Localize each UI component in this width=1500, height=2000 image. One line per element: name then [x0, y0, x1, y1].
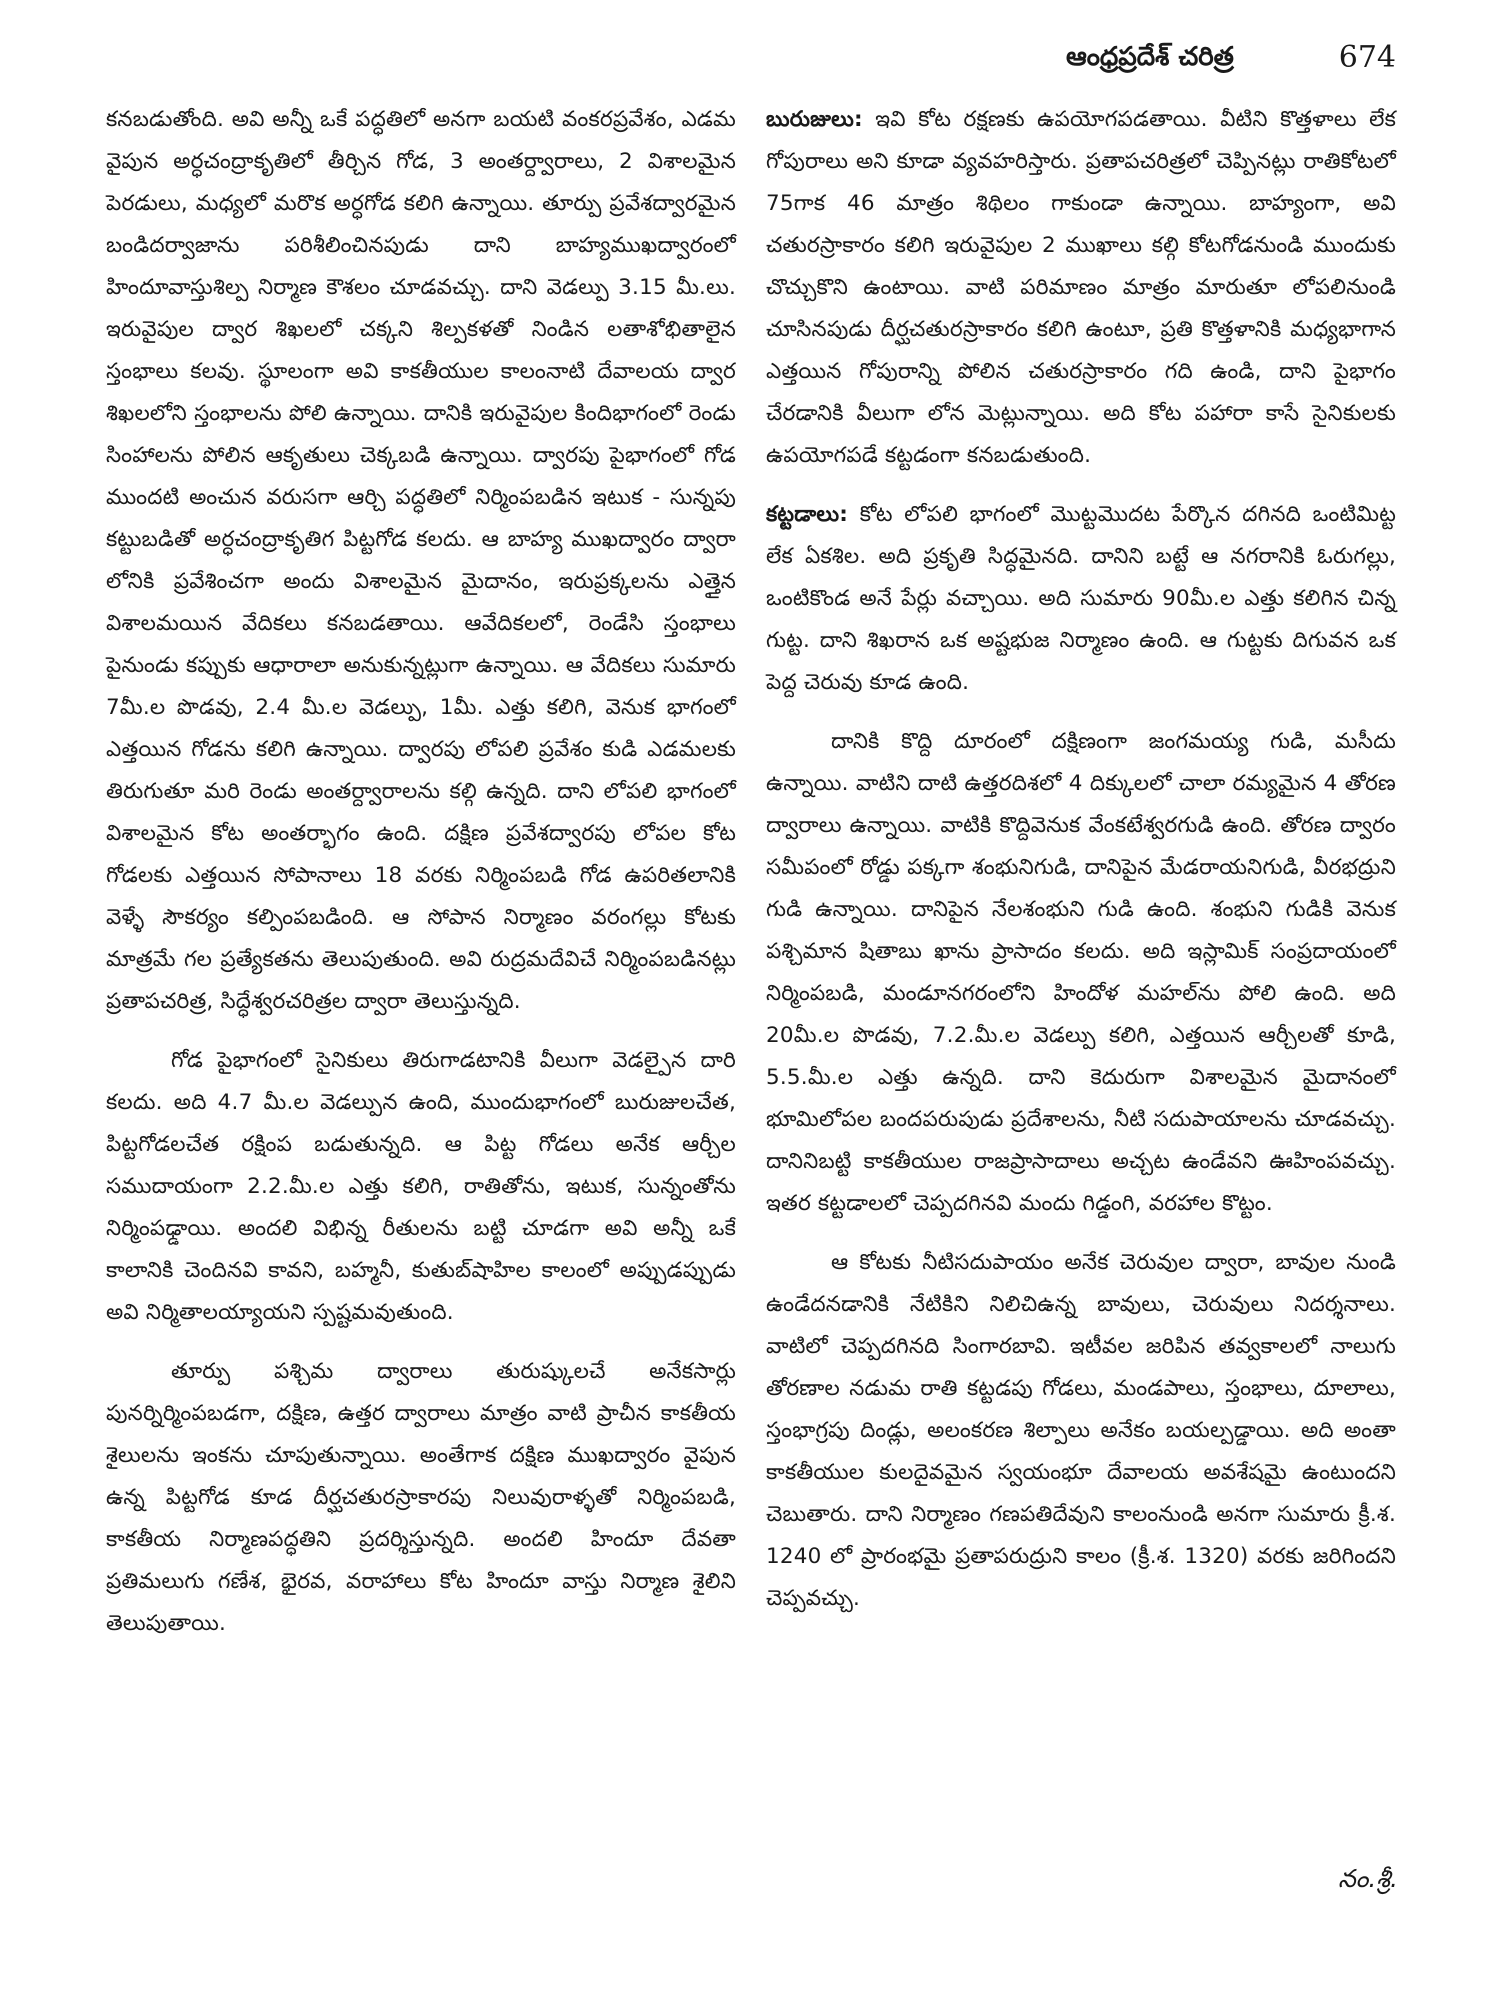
- right-column: [766, 99, 1396, 1637]
- running-title: ఆంధ్రప్రదేశ్ చరిత్ర: [1066, 42, 1234, 72]
- right-paragraph-2: [766, 494, 1396, 704]
- right-paragraph-3: దానికి కొద్ది దూరంలో దక్షిణంగా జంగమయ్య గుడి, మసీదు ఉన్నాయి. వాటిని దాటి ఉత్తరదిశలో 4 దిక్కులలో చాలా రమ్యమైన 4 తోరణ ద్వారాలు ఉన్నాయి. వాటికి కొద్దివెనుక వేంకటేశ్వరగుడి ఉంది. తోరణ ద్వారం సమీపంలో రోడ్డు పక్కగా శంభునిగుడి, దానిపైన మేడరాయనిగుడి, వీరభద్రుని గుడి ఉన్నాయి. దానిపైన నేలశంభుని గుడి ఉంది. శంభుని గుడికి వెనుక పశ్చిమాన షితాబు ఖాను ప్రాసాదం కలదు. అది ఇస్లామిక్ సంప్రదాయంలో నిర్మింపబడి, మండూనగరంలోని హిందోళ మహల్‌ను పోలి ఉంది. అది 20మీ.ల పొడవు, 7.2.మీ.ల వెడల్పు కలిగి, ఎత్తయిన ఆర్చీలతో కూడి, 5.5.మీ.ల ఎత్తు ఉన్నది. దాని కెదురుగా విశాలమైన మైదానంలో భూమిలోపల బందపరుపుడు ప్రదేశాలను, నీటి సదుపాయాలను చూడవచ్చు. దానినిబట్టి కాకతీయుల రాజప్రాసాదాలు అచ్చట ఉండేవని ఊహింపవచ్చు. ఇతర కట్టడాలలో చెప్పదగినవి మందు గిడ్డంగి, వరహాల కొట్టం.: [766, 729, 1396, 1216]
- left-paragraph-1: కనబడుతోంది. అవి అన్నీ ఒకే పద్ధతిలో అనగా బయటి వంకరప్రవేశం, ఎడమ వైపున అర్ధచంద్రాకృతిలో తీర్చిన గోడ, 3 అంతర్ద్వారాలు, 2 విశాలమైన పెరడులు, మధ్యలో మరొక అర్ధగోడ కలిగి ఉన్నాయి. తూర్పు ప్రవేశద్వారమైన బండిదర్వాజాను పరిశీలించినపుడు దాని బాహ్యముఖద్వారంలో హిందూవాస్తుశిల్ప నిర్మాణ కౌశలం చూడవచ్చు. దాని వెడల్పు 3.15 మీ.లు. ఇరువైపుల ద్వార శిఖలలో చక్కని శిల్పకళతో నిండిన లతాశోభితాలైన స్తంభాలు కలవు. స్థూలంగా అవి కాకతీయుల కాలంనాటి దేవాలయ ద్వార శిఖలలోని స్తంభాలను పోలి ఉన్నాయి. దానికి ఇరువైపుల కిందిభాగంలో రెండు సింహాలను పోలిన ఆకృతులు చెక్కబడి ఉన్నాయి. ద్వారపు పైభాగంలో గోడ ముందటి అంచున వరుసగా ఆర్చి పద్ధతిలో నిర్మింపబడిన ఇటుక - సున్నపు కట్టుబడితో అర్ధచంద్రాకృతిగ పిట్టగోడ కలదు. ఆ బాహ్య ముఖద్వారం ద్వారా లోనికి ప్రవేశించగా అందు విశాలమైన మైదానం, ఇరుప్రక్కలను ఎత్తైన విశాలమయిన వేదికలు కనబడతాయి. ఆవేదికలలో, రెండేసి స్తంభాలు పైనుండు కప్పుకు ఆధారాలా అనుకున్నట్లుగా ఉన్నాయి. ఆ వేదికలు సుమారు 7మీ.ల పొడవు, 2.4 మీ.ల వెడల్పు, 1మీ. ఎత్తు కలిగి, వెనుక భాగంలో ఎత్తయిన గోడను కలిగి ఉన్నాయి. ద్వారపు లోపలి ప్రవేశం కుడి ఎడమలకు తిరుగుతూ మరి రెండు అంతర్ద్వారాలను కల్గి ఉన్నది. దాని లోపలి భాగంలో విశాలమైన కోట అంతర్భాగం ఉంది. దక్షిణ ప్రవేశద్వారపు లోపల కోట గోడలకు ఎత్తయిన సోపానాలు 18 వరకు నిర్మింపబడి గోడ ఉపరితలానికి వెళ్ళే సౌకర్యం కల్పింపబడింది. ఆ సోపాన నిర్మాణం వరంగల్లు కోటకు మాత్రమే గల ప్రత్యేకతను తెలుపుతుంది. అవి రుద్రమదేవిచే నిర్మింపబడినట్లు ప్రతాపచరిత్ర, సిద్ధేశ్వరచరిత్రల ద్వారా తెలుస్తున్నది.: [106, 107, 736, 1014]
- section-heading-bastions: బురుజులు:: [766, 107, 863, 132]
- author-signature: నం.శ్రీ.: [1338, 1864, 1398, 1893]
- right-paragraph-1: [766, 99, 1396, 477]
- right-paragraph-4: ఆ కోటకు నీటిసదుపాయం అనేక చెరువుల ద్వారా, బావుల నుండి ఉండేదనడానికి నేటికిని నిలిచిఉన్న బావులు, చెరువులు నిదర్శనాలు. వాటిలో చెప్పదగినది సింగారబావి. ఇటీవల జరిపిన తవ్వకాలలో నాలుగు తోరణాల నడుమ రాతి కట్టడపు గోడలు, మండపాలు, స్తంభాలు, దూలాలు, స్తంభాగ్రపు దిండ్లు, అలంకరణ శిల్పాలు అనేకం బయల్పడ్డాయి. అది అంతా కాకతీయుల కులదైవమైన స్వయంభూ దేవాలయ అవశేషమై ఉంటుందని చెబుతారు. దాని నిర్మాణం గణపతిదేవుని కాలంనుండి అనగా సుమారు క్రీ.శ. 1240 లో ప్రారంభమై ప్రతాపరుద్రుని కాలం (క్రీ.శ. 1320) వరకు జరిగిందని చెప్పవచ్చు.: [766, 1250, 1396, 1611]
- page-number: 674: [1338, 40, 1396, 75]
- paragraph-text: కోట లోపలి భాగంలో మొట్టమొదట పేర్కొన దగినది ఒంటిమిట్ట లేక ఏకశిల. అది ప్రకృతి సిద్ధమైనది. దానిని బట్టే ఆ నగరానికి ఓరుగల్లు, ఒంటికొండ అనే పేర్లు వచ్చాయి. అది సుమారు 90మీ.ల ఎత్తు కలిగిన చిన్న గుట్ట. దాని శిఖరాన ఒక అష్టభుజ నిర్మాణం ఉంది. ఆ గుట్టకు దిగువన ఒక పెద్ద చెరువు కూడ ఉంది.: [766, 502, 1396, 695]
- page-header: [1066, 40, 1396, 80]
- section-heading-structures: కట్టడాలు:: [766, 502, 849, 527]
- left-paragraph-2: గోడ పైభాగంలో సైనికులు తిరుగాడటానికి వీలుగా వెడల్పైన దారి కలదు. అది 4.7 మీ.ల వెడల్పున ఉంది, ముందుభాగంలో బురుజులచేత, పిట్టగోడలచేత రక్షింప బడుతున్నది. ఆ పిట్ట గోడలు అనేక ఆర్చీల సముదాయంగా 2.2.మీ.ల ఎత్తు కలిగి, రాతితోను, ఇటుక, సున్నంతోను నిర్మింపఢ్డాయి. అందలి విభిన్న రీతులను బట్టి చూడగా అవి అన్నీ ఒకే కాలానికి చెందినవి కావని, బహ్మనీ, కుతుబ్‌షాహిల కాలంలో అప్పుడప్పుడు అవి నిర్మితాలయ్యాయని స్పష్టమవుతుంది.: [106, 1048, 736, 1325]
- left-column: [106, 99, 736, 1662]
- left-paragraph-3: తూర్పు పశ్చిమ ద్వారాలు తురుష్కులచే అనేకసార్లు పునర్నిర్మింపబడగా, దక్షిణ, ఉత్తర ద్వారాలు మాత్రం వాటి ప్రాచీన కాకతీయ శైలులను ఇంకను చూపుతున్నాయి. అంతేగాక దక్షిణ ముఖద్వారం వైపున ఉన్న పిట్టగోడ కూడ దీర్ఘచతురస్రాకారపు నిలువురాళ్ళతో నిర్మింపబడి, కాకతీయ నిర్మాణపద్ధతిని ప్రదర్శిస్తున్నది. అందలి హిందూ దేవతా ప్రతిమలుగు గణేశ, భైరవ, వరాహాలు కోట హిందూ వాస్తు నిర్మాణ శైలిని తెలుపుతాయి.: [106, 1359, 736, 1636]
- paragraph-text: ఇవి కోట రక్షణకు ఉపయోగపడతాయి. వీటిని కొత్తళాలు లేక గోపురాలు అని కూడా వ్యవహరిస్తారు. ప్రతాపచరిత్రలో చెప్పినట్లు రాతికోటలో 75గాక 46 మాత్రం శిథిలం గాకుండా ఉన్నాయి. బాహ్యంగా, అవి చతురస్రాకారం కలిగి ఇరువైపుల 2 ముఖాలు కల్గి కోటగోడనుండి ముందుకు చొచ్చుకొని ఉంటాయి. వాటి పరిమాణం మాత్రం మారుతూ లోపలినుండి చూసినపుడు దీర్ఘచతురస్రాకారం కలిగి ఉంటూ, ప్రతి కొత్తళానికి మధ్యభాగాన ఎత్తయిన గోపురాన్ని పోలిన చతురస్రాకారం గది ఉండి, దాని పైభాగం చేరడానికి వీలుగా లోన మెట్లున్నాయి. అది కోట పహారా కాసే సైనికులకు ఉపయోగపడే కట్టడంగా కనబడుతుంది.: [766, 107, 1396, 468]
